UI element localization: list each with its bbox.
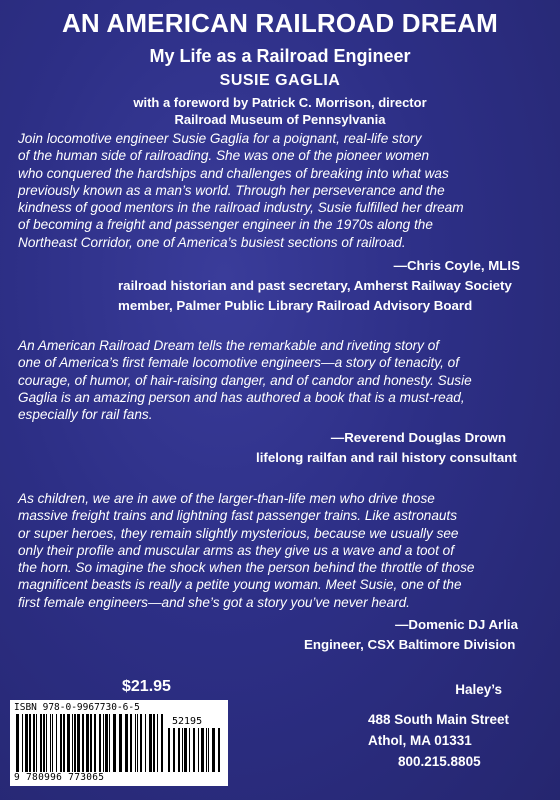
publisher-phone: 800.215.8805 (398, 754, 481, 769)
book-title: AN AMERICAN RAILROAD DREAM (61, 8, 499, 38)
blurb-line: An American Railroad Dream tells the remarkable and riveting story of (18, 338, 440, 353)
publisher-city: Athol, MA 01331 (368, 733, 472, 748)
blurb-line: massive freight trains and lightning fast passenger trains. Like astronauts (18, 508, 458, 524)
barcode-bars-icon (16, 714, 166, 772)
blurb-line: magnificent beasts is really a petite young woman. Meet Susie, one of the (18, 577, 462, 593)
ean-digits: 9 780996 773065 (14, 772, 105, 783)
blurb-line: one of America’s first female locomotive engineers—a story of tenacity, of (18, 355, 459, 371)
addon-barcode-bars-icon (168, 728, 222, 772)
review-blurb-2 (18, 337, 548, 423)
blurb-line: As children, we are in awe of the larger-than-life men who drive those (18, 491, 435, 506)
blurb-line: the horn. So imagine the shock when the person behind the throttle of those (18, 560, 475, 576)
blurb-line: kindness of good mentors in the railroad industry, Susie fulfilled her dream (18, 200, 464, 216)
blurb-line: or super heroes, they remain slightly mysterious, because we usually see (18, 525, 459, 541)
blurb-line: of the human side of railroading. She was one of the pioneer women (18, 148, 430, 164)
reviewer-name: —Chris Coyle, MLIS (393, 258, 520, 273)
price-label: $21.95 (122, 678, 171, 695)
foreword-line: Railroad Museum of Pennsylvania (174, 112, 386, 127)
foreword-line: with a foreword by Patrick C. Morrison, director (133, 95, 427, 110)
publisher-name: Haley’s (455, 682, 502, 697)
review-blurb-3 (18, 490, 548, 611)
isbn-text: ISBN 978-0-9967730-6-5 (14, 702, 140, 713)
blurb-line: Gaglia is an amazing person and has authored a book that is a must-read, (18, 389, 465, 405)
price-code-text: 52195 (172, 716, 203, 727)
blurb-line: first female engineers—and she’s got a story you’ve never heard. (18, 594, 410, 610)
publisher-street: 488 South Main Street (368, 712, 510, 727)
author-name: SUSIE GAGLIA (219, 72, 341, 89)
blurb-line: of becoming a freight and passenger engineer in the 1970s along the (18, 217, 433, 233)
review-blurb-1 (18, 130, 548, 251)
blurb-line: previously known as a man’s world. Through her perseverance and the (18, 182, 445, 198)
blurb-line: Northeast Corridor, one of America’s busiest sections of railroad. (18, 234, 406, 250)
reviewer-title: member, Palmer Public Library Railroad Advisory Board (118, 298, 473, 313)
blurb-line: courage, of humor, of hair-raising danger, and of candor and honesty. Susie (18, 372, 472, 388)
blurb-line: only their profile and muscular arms as they give us a wave and a toot of (18, 542, 454, 558)
isbn-barcode (10, 700, 228, 786)
reviewer-name: —Reverend Douglas Drown (330, 430, 506, 445)
blurb-line: Join locomotive engineer Susie Gaglia for a poignant, real-life story (18, 131, 422, 146)
reviewer-title: Engineer, CSX Baltimore Division (304, 637, 516, 652)
blurb-line: who conquered the hardships and challenges of breaking into what was (18, 165, 449, 181)
foreword-credit (0, 94, 560, 128)
reviewer-title: lifelong railfan and rail history consultant (256, 450, 517, 465)
reviewer-title: railroad historian and past secretary, Amherst Railway Society (118, 278, 512, 293)
reviewer-name: —Domenic DJ Arlia (395, 617, 518, 632)
blurb-line: especially for rail fans. (18, 407, 153, 423)
book-subtitle: My Life as a Railroad Engineer (149, 46, 411, 66)
